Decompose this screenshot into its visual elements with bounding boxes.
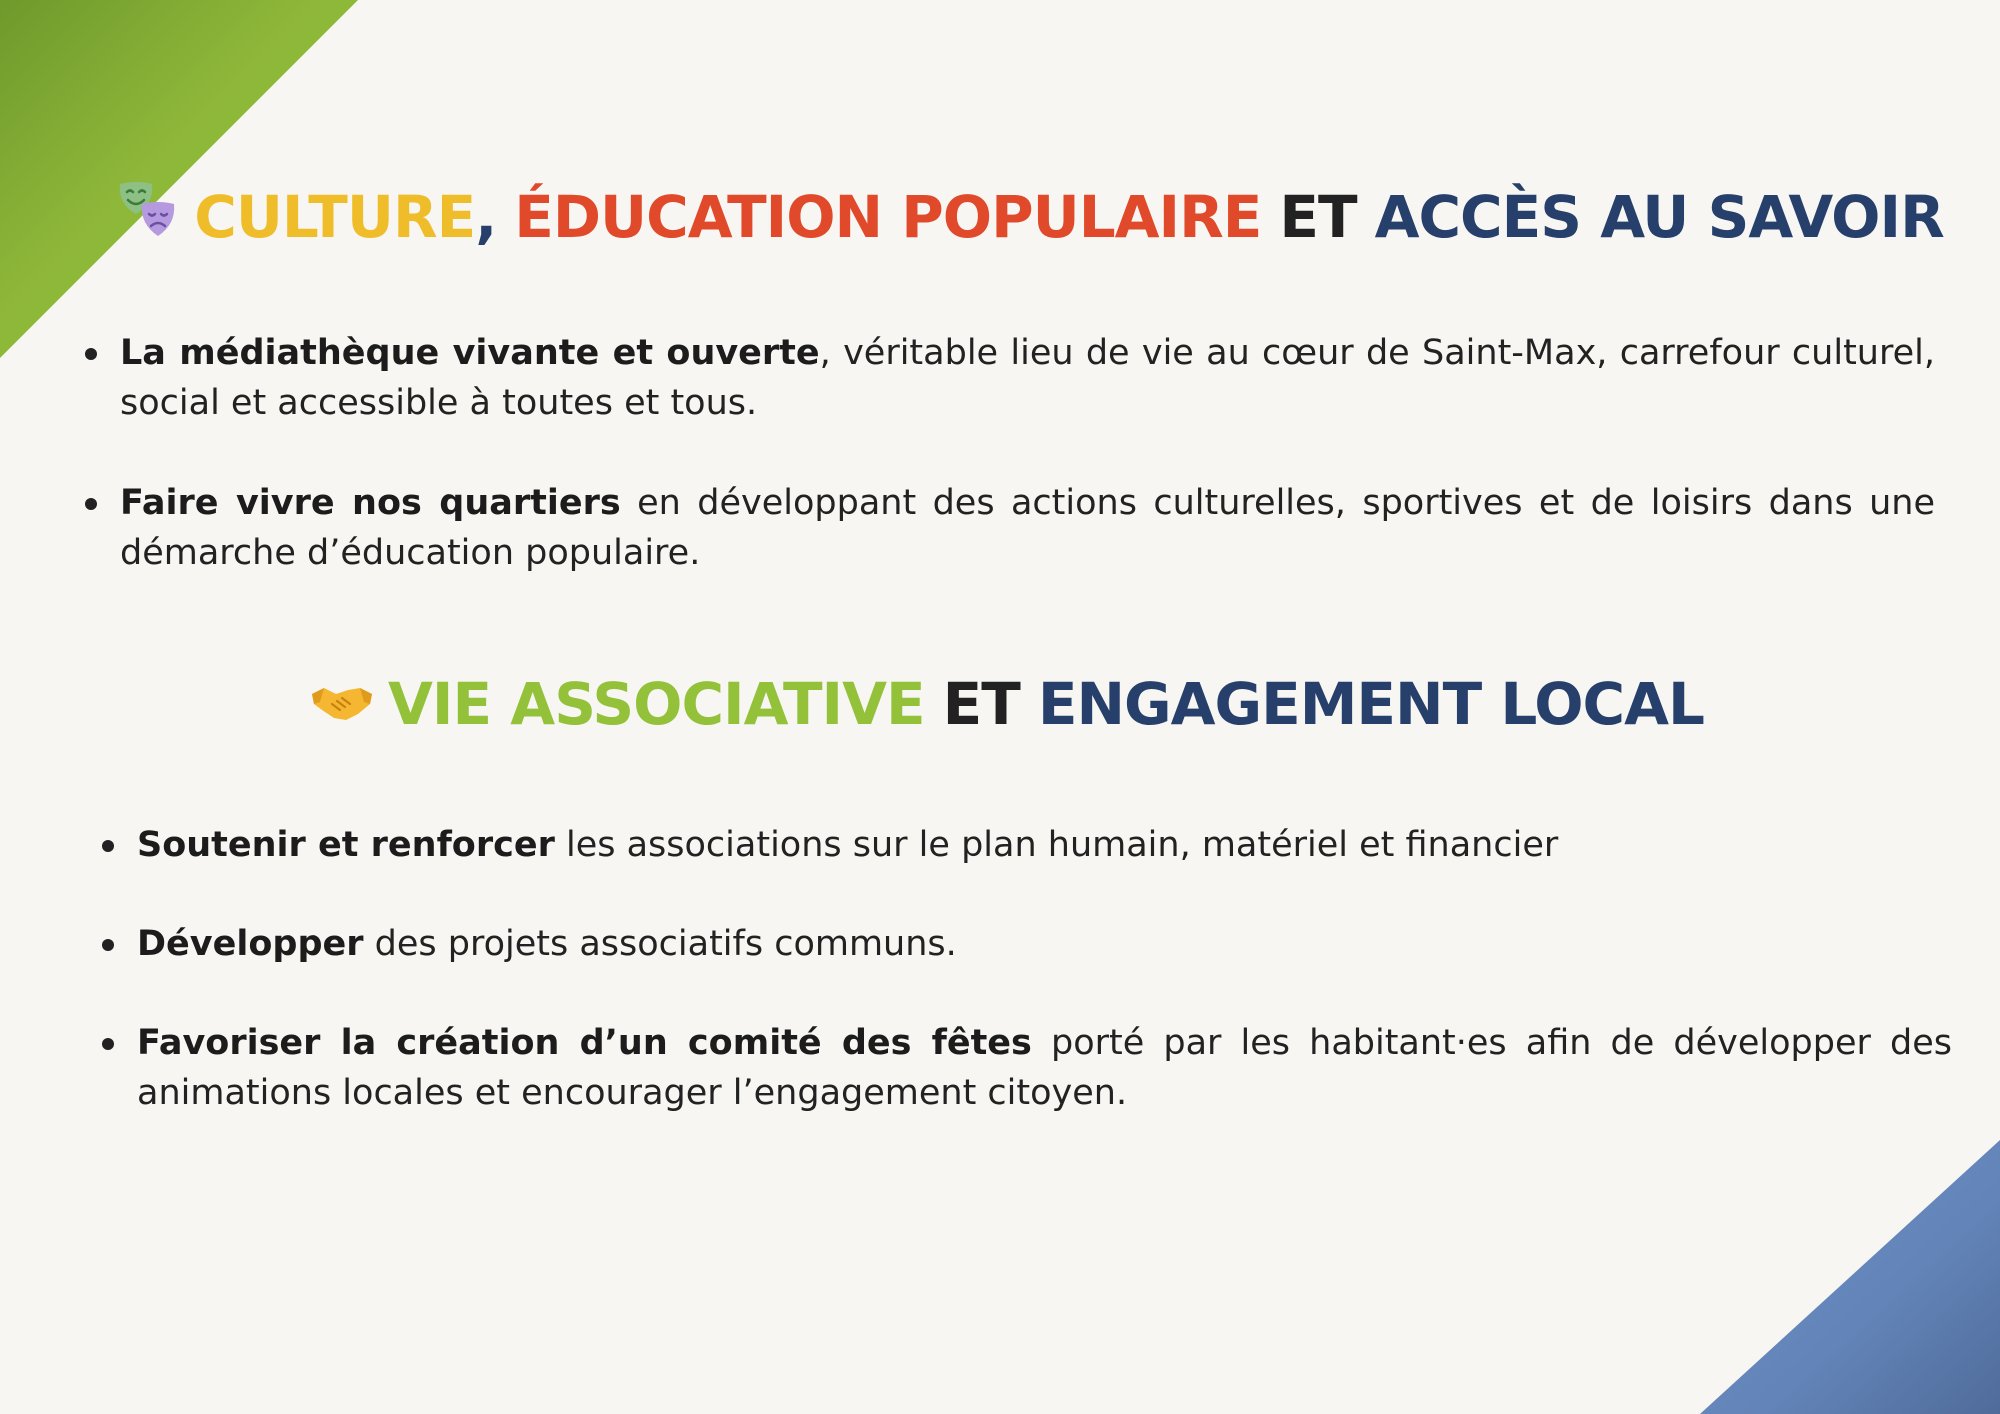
section-culture-heading: [0, 178, 2000, 256]
bullet-dot: [102, 939, 114, 951]
item-bold-text: Favoriser la création d’un comité des fêtes: [137, 1023, 1032, 1063]
item-text: , véritable lieu de vie au cœur de Saint-Max, carrefour culturel, social et accessible à toutes et tous.: [120, 333, 1935, 423]
item-text: en développant des actions culturelles, sportives et de loisirs dans une démarche d’éducation populaire.: [120, 483, 1935, 573]
heading-education-populaire: ÉDUCATION POPULAIRE: [514, 183, 1262, 251]
heading-et: ET: [942, 670, 1020, 738]
item-bold-text: La médiathèque vivante et ouverte: [120, 333, 820, 373]
item-bold-text: Développer: [137, 924, 364, 964]
heading-vie-associative: VIE ASSOCIATIVE: [388, 670, 925, 738]
heading-acces-au-savoir: ACCÈS AU SAVOIR: [1374, 183, 1944, 251]
list-item: [120, 328, 1935, 428]
heading-et: ET: [1279, 183, 1357, 251]
item-bold-text: Faire vivre nos quartiers: [120, 483, 621, 523]
list-item: [137, 820, 1952, 870]
heading-comma: ,: [475, 183, 497, 251]
item-bold-text: Soutenir et renforcer: [137, 825, 555, 865]
heading-engagement-local: ENGAGEMENT LOCAL: [1037, 670, 1704, 738]
bullet-dot: [102, 840, 114, 852]
culture-bullet-list: [120, 328, 1935, 628]
list-item: [120, 478, 1935, 578]
theater-masks-icon: [116, 178, 180, 256]
bullet-dot: [85, 348, 97, 360]
item-text: porté par les habitant·es afin de développer des animations locales et encourager l’engagement citoyen.: [137, 1023, 1952, 1113]
list-item: [137, 1018, 1952, 1118]
handshake-icon: [310, 670, 374, 738]
item-text: des projets associatifs communs.: [363, 924, 957, 964]
bullet-dot: [102, 1038, 114, 1050]
heading-culture: CULTURE: [194, 183, 476, 251]
item-text: les associations sur le plan humain, matériel et financier: [554, 825, 1559, 865]
bullet-dot: [85, 498, 97, 510]
blue-corner-decoration: [1700, 1140, 2000, 1414]
associative-bullet-list: [137, 820, 1952, 1167]
list-item: [137, 919, 1952, 969]
section-vie-associative-heading: [0, 670, 2000, 738]
